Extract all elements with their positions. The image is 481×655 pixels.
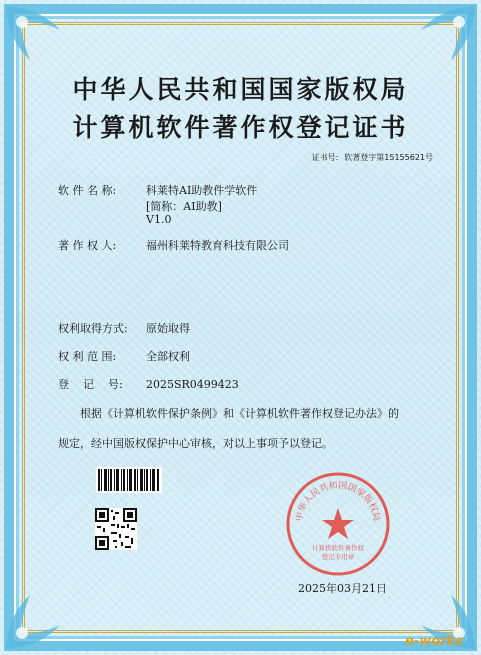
corner-ornament-icon xyxy=(411,0,481,70)
software-alias: [简称：AI助教] xyxy=(146,200,222,213)
corner-ornament-icon xyxy=(0,585,70,655)
field-label: 登 记 号: xyxy=(58,378,123,391)
corner-ornament-icon xyxy=(0,0,70,70)
field-copyright-owner xyxy=(58,237,289,253)
field-registration-number xyxy=(58,376,239,392)
field-value: 2025SR0499423 xyxy=(146,378,239,391)
certificate-number-label: 证书号: xyxy=(311,153,339,162)
statement-line2: 规定，经中国版权保护中心审核，对以上事项予以登记。 xyxy=(58,437,333,450)
field-value: 原始取得 xyxy=(146,322,190,335)
field-value: 全部权利 xyxy=(146,350,190,363)
qr-code-icon xyxy=(95,508,137,550)
certificate-title-line1: 中华人民共和国国家版权局 xyxy=(72,75,409,104)
watermark: e-works xyxy=(405,634,463,649)
svg-text:中华人民共和国国家版权局: 中华人民共和国国家版权局 xyxy=(294,480,382,523)
field-label: 权利取得方式: xyxy=(58,322,128,335)
field-value: 科莱特AI助教件学软件 xyxy=(146,184,258,197)
statement-line1: 根据《计算机软件保护条例》和《计算机软件著作权登记办法》的 xyxy=(80,407,399,420)
field-label: 软 件 名 称: xyxy=(58,184,117,197)
field-label: 权 利 范 围: xyxy=(58,350,117,363)
software-version: V1.0 xyxy=(146,213,172,226)
svg-text:登记专用章: 登记专用章 xyxy=(321,553,355,561)
issue-date: 2025年03月21日 xyxy=(298,582,387,595)
field-rights-scope xyxy=(58,348,190,364)
field-value: 福州科莱特教育科技有限公司 xyxy=(146,239,289,252)
field-software-name xyxy=(58,182,257,198)
certificate-title-line2: 计算机软件著作权登记证书 xyxy=(72,113,409,142)
certificate-number xyxy=(306,152,433,163)
field-acquisition-method xyxy=(58,320,190,336)
statement-paragraph xyxy=(58,399,438,459)
official-seal-icon xyxy=(282,468,394,580)
field-label: 著 作 权 人: xyxy=(58,239,117,252)
svg-text:计算机软件著作权: 计算机软件著作权 xyxy=(312,544,364,552)
barcode-icon xyxy=(96,467,162,493)
certificate-number-value: 软著登字第15155621号 xyxy=(344,153,433,162)
